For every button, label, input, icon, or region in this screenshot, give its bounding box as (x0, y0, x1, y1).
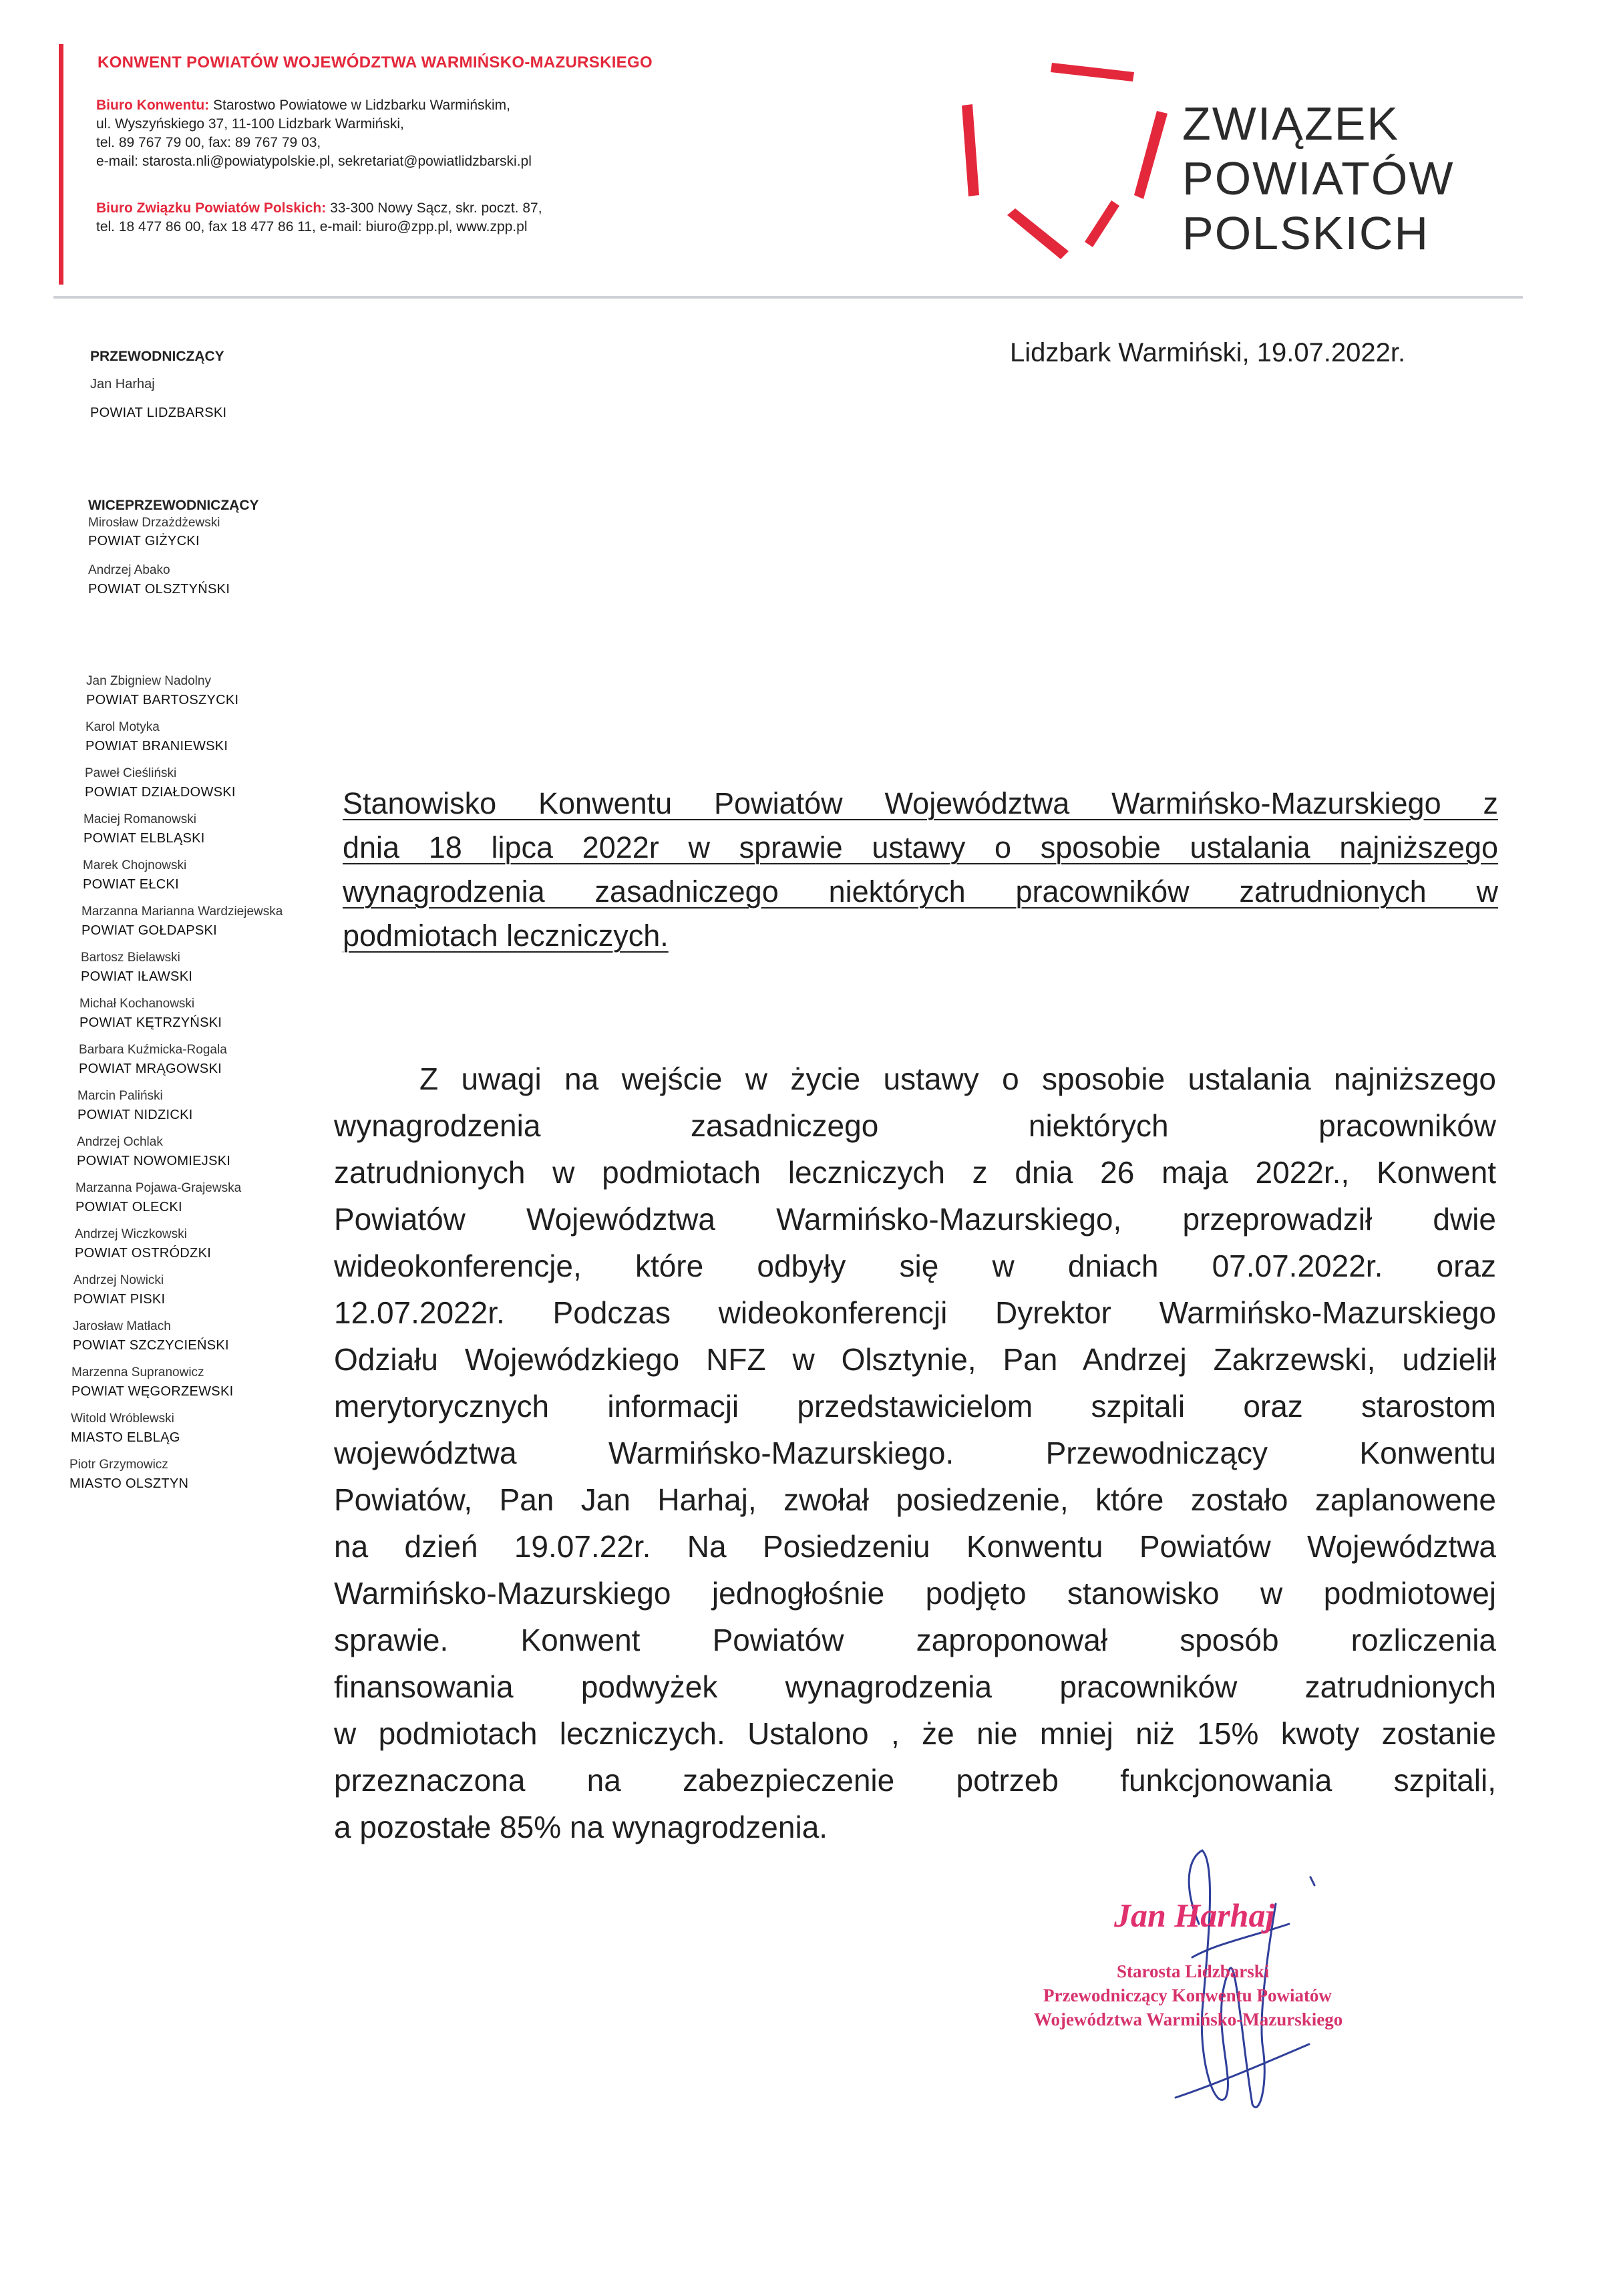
member-unit: POWIAT IŁAWSKI (81, 969, 193, 984)
zpp-label: Biuro Związku Powiatów Polskich: (96, 200, 327, 216)
member-name: Marzanna Marianna Wardziejewska (81, 905, 283, 919)
member-unit: POWIAT NIDZICKI (77, 1108, 193, 1122)
office-address: Starostwo Powiatowe w Lidzbarku Warmińskim, (212, 98, 511, 113)
member-unit: POWIAT ELBLĄSKI (83, 831, 205, 846)
member-name: Marcin Paliński (77, 1089, 163, 1103)
member-name: Barbara Kuźmicka-Rogala (79, 1043, 227, 1057)
zpp-contact: tel. 18 477 86 00, fax 18 477 86 11, e-mail: biuro@zpp.pl, www.zpp.pl (96, 219, 528, 234)
organization-title: KONWENT POWIATÓW WOJEWÓDZTWA WARMIŃSKO-MAZURSKIEGO (98, 53, 653, 71)
member-name: Marzanna Pojawa-Grajewska (75, 1181, 242, 1195)
body-line: na dzień 19.07.22r. Na Posiedzeniu Konwentu Powiatów Województwa (334, 1529, 1496, 1564)
office-phone: tel. 89 767 79 00, fax: 89 767 79 03, (96, 135, 321, 150)
title-line: podmiotach leczniczych. (343, 919, 669, 953)
member-unit: POWIAT NOWOMIEJSKI (77, 1154, 231, 1168)
member-unit: POWIAT SZCZYCIEŃSKI (73, 1338, 229, 1353)
title-line: Stanowisko Konwentu Powiatów Województwa Warmińsko-Mazurskiego z (343, 786, 1498, 820)
member-name: Andrzej Nowicki (73, 1273, 164, 1287)
member-unit: POWIAT BARTOSZYCKI (86, 693, 239, 707)
office-address-line (96, 98, 510, 114)
zpp-address-line (96, 200, 542, 216)
zpp-address: 33-300 Nowy Sącz, skr. poczt. 87, (330, 200, 542, 216)
office-label: Biuro Konwentu: (96, 98, 210, 113)
member-name: Maciej Romanowski (83, 812, 196, 826)
title-line: wynagrodzenia zasadniczego niektórych pracowników zatrudnionych w (343, 874, 1498, 909)
member-unit: POWIAT WĘGORZEWSKI (71, 1384, 234, 1399)
signature-name: Jan Harhaj (1114, 1897, 1275, 1934)
stamp-line: Przewodniczący Konwentu Powiatów (1043, 1985, 1332, 2005)
chair-unit: POWIAT LIDZBARSKI (90, 405, 227, 420)
body-line: wideokonferencje, które odbyły się w dniach 07.07.2022r. oraz (334, 1249, 1496, 1283)
header-accent-bar (59, 44, 63, 285)
member-name: Witold Wróblewski (71, 1412, 174, 1426)
member-unit: POWIAT BRANIEWSKI (85, 739, 228, 754)
member-unit: MIASTO OLSZTYN (69, 1476, 189, 1491)
letter-date: Lidzbark Warmiński, 19.07.2022r. (1010, 338, 1406, 367)
member-name: Paweł Cieśliński (85, 766, 177, 780)
header-divider (53, 296, 1523, 299)
member-unit: POWIAT OSTRÓDZKI (75, 1246, 212, 1261)
body-line: Powiatów Województwa Warmińsko-Mazurskiego, przeprowadził dwie (334, 1202, 1496, 1237)
body-line: Warmińsko-Mazurskiego jednogłośnie podjęto stanowisko w podmiotowej (334, 1576, 1496, 1611)
member-name: Piotr Grzymowicz (69, 1458, 168, 1472)
stamp-line: Starosta Lidzbarski (1117, 1961, 1270, 1981)
member-unit: POWIAT KĘTRZYŃSKI (79, 1015, 222, 1030)
member-name: Marek Chojnowski (83, 858, 187, 872)
chair-role: PRZEWODNICZĄCY (90, 349, 224, 364)
body-line: finansowania podwyżek wynagrodzenia pracowników zatrudnionych (334, 1669, 1496, 1704)
member-name: Bartosz Bielawski (81, 951, 180, 965)
vice-name: Andrzej Abako (88, 563, 170, 577)
body-line: 12.07.2022r. Podczas wideokonferencji Dyrektor Warmińsko-Mazurskiego (334, 1295, 1496, 1330)
member-unit: POWIAT MRĄGOWSKI (79, 1061, 222, 1076)
member-unit: POWIAT GOŁDAPSKI (81, 923, 217, 938)
body-line: Z uwagi na wejście w życie ustawy o sposobie ustalania najniższego (419, 1061, 1496, 1096)
member-unit: POWIAT OLECKI (75, 1200, 182, 1214)
vice-unit: POWIAT GIŻYCKI (88, 534, 200, 548)
handwritten-signature-icon (1135, 1844, 1336, 2124)
chair-name: Jan Harhaj (90, 377, 155, 391)
member-name: Michał Kochanowski (79, 997, 195, 1011)
member-name: Andrzej Wiczkowski (75, 1227, 187, 1241)
member-name: Karol Motyka (85, 720, 160, 734)
office-street: ul. Wyszyńskiego 37, 11-100 Lidzbark Warmiński, (96, 116, 404, 132)
member-name: Marzenna Supranowicz (71, 1365, 204, 1379)
body-line: sprawie. Konwent Powiatów zaproponował sposób rozliczenia (334, 1623, 1496, 1657)
member-name: Andrzej Ochlak (77, 1135, 163, 1149)
member-name: Jan Zbigniew Nadolny (86, 674, 211, 688)
stamp-line: Województwa Warmińsko-Mazurskiego (1034, 2009, 1343, 2029)
body-line: w podmiotach leczniczych. Ustalono , że nie mniej niż 15% kwoty zostanie (334, 1716, 1496, 1751)
vice-role: WICEPRZEWODNICZĄCY (88, 498, 259, 513)
logo-text-line3: POLSKICH (1182, 207, 1429, 259)
logo-text-line2: POWIATÓW (1182, 152, 1455, 204)
member-unit: MIASTO ELBLĄG (71, 1430, 180, 1445)
member-unit: POWIAT DZIAŁDOWSKI (85, 785, 236, 800)
office-email: e-mail: starosta.nli@powiatypolskie.pl, sekretariat@powiatlidzbarski.pl (96, 154, 532, 169)
member-unit: POWIAT EŁCKI (83, 877, 180, 892)
logo-text-line1: ZWIĄZEK (1182, 98, 1400, 150)
body-line: wynagrodzenia zasadniczego niektórych pracowników (334, 1108, 1496, 1143)
vice-unit: POWIAT OLSZTYŃSKI (88, 582, 230, 597)
body-line: Powiatów, Pan Jan Harhaj, zwołał posiedzenie, które zostało zaplanowene (334, 1482, 1496, 1517)
body-line: merytorycznych informacji przedstawicielom szpitali oraz starostom (334, 1389, 1496, 1424)
body-line: przeznaczona na zabezpieczenie potrzeb funkcjonowania szpitali, (334, 1763, 1496, 1798)
member-name: Jarosław Matłach (73, 1319, 171, 1333)
zpp-logo-icon (955, 57, 1169, 271)
vice-name: Mirosław Drzażdżewski (88, 516, 220, 530)
body-line: a pozostałe 85% na wynagrodzenia. (334, 1810, 828, 1844)
body-line: zatrudnionych w podmiotach leczniczych z dnia 26 maja 2022r., Konwent (334, 1155, 1496, 1190)
member-unit: POWIAT PISKI (73, 1292, 166, 1307)
title-line: dnia 18 lipca 2022r w sprawie ustawy o sposobie ustalania najniższego (343, 830, 1498, 864)
body-line: województwa Warmińsko-Mazurskiego. Przewodniczący Konwentu (334, 1436, 1496, 1470)
body-line: Odziału Wojewódzkiego NFZ w Olsztynie, Pan Andrzej Zakrzewski, udzielił (334, 1342, 1496, 1377)
